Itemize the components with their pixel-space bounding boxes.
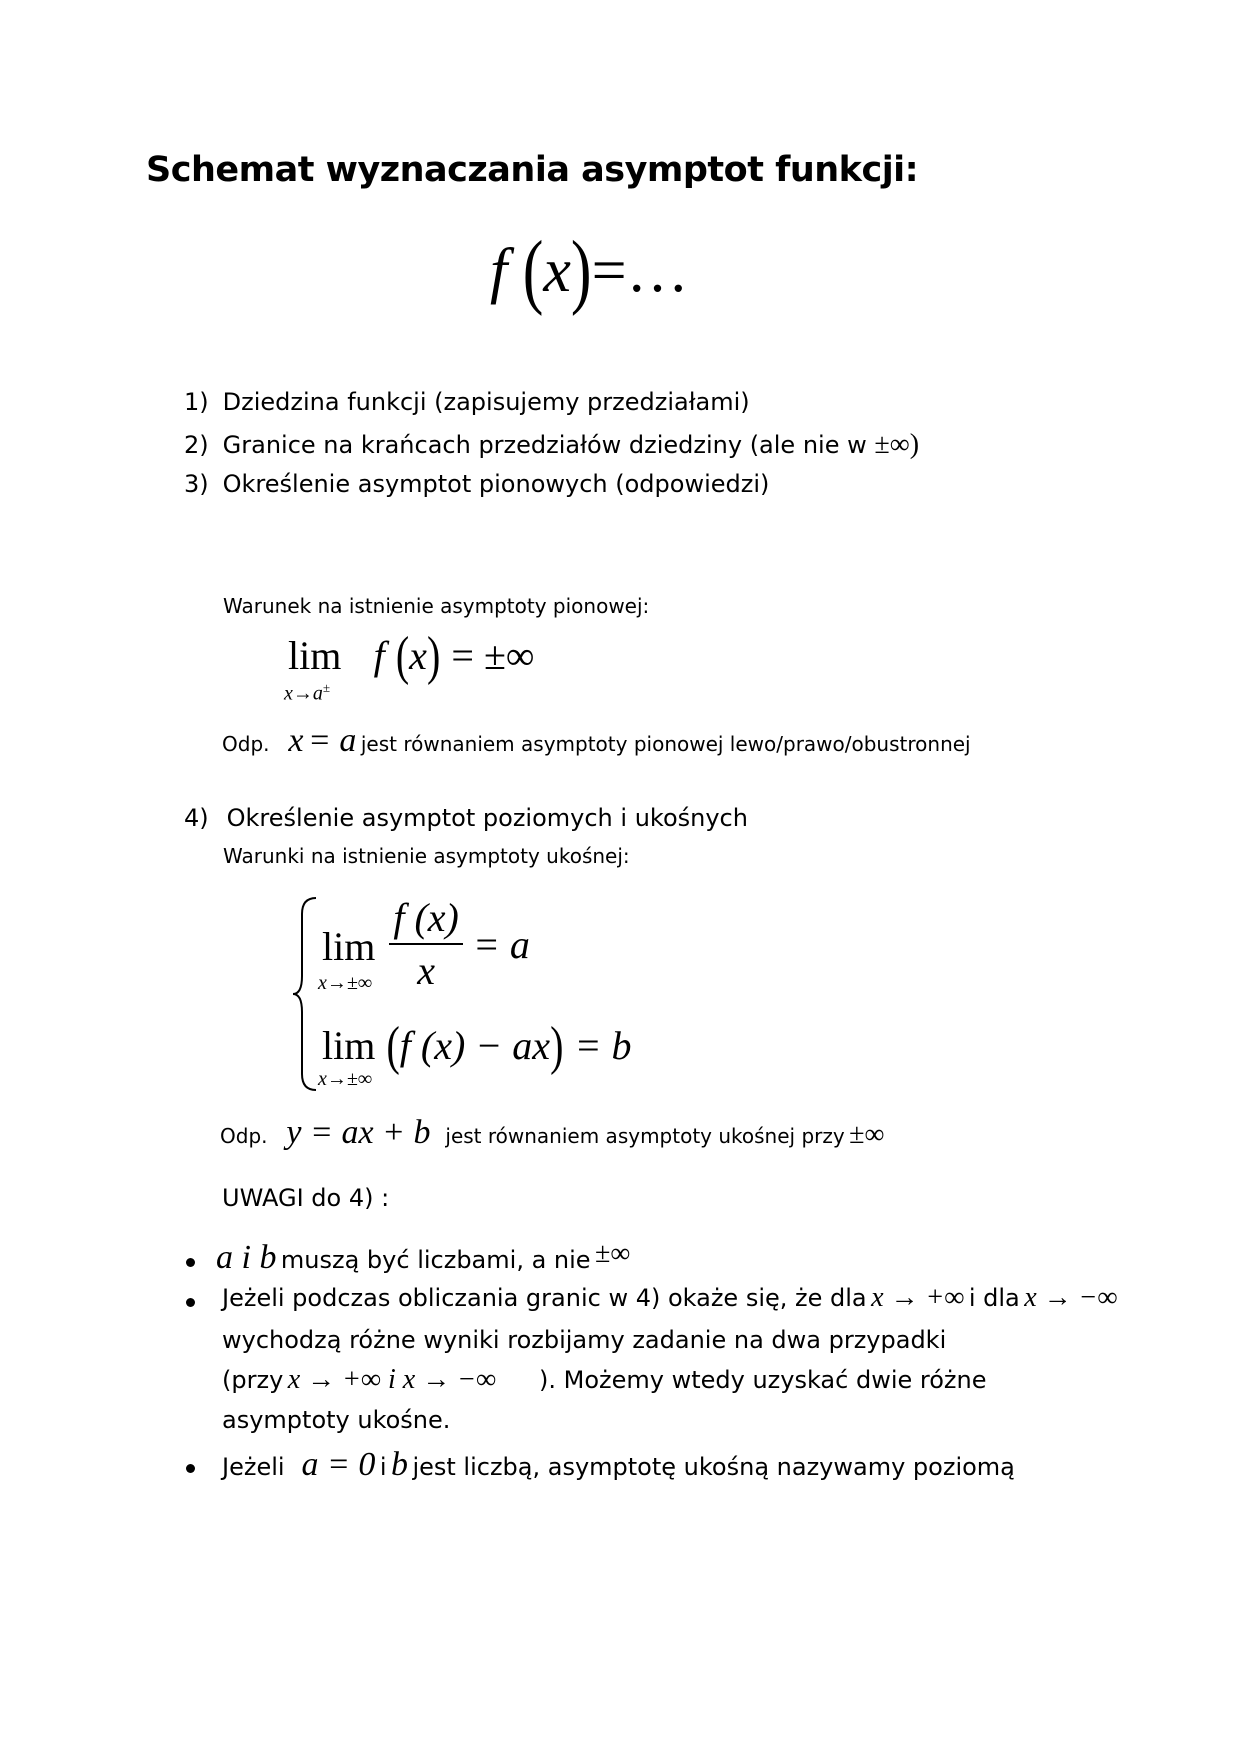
vertical-limit-subscript: x→a±	[284, 680, 331, 705]
vertical-limit-formula: lim f (x) = ±∞	[288, 625, 535, 686]
main-formula: f (x)=…	[490, 224, 689, 317]
vertical-answer: Odp. x = a jest równaniem asymptoty pionowej lewo/prawo/obustronnej	[222, 722, 971, 759]
vertical-condition-label: Warunek na istnienie asymptoty pionowej:	[223, 594, 650, 618]
oblique-answer: Odp. y = ax + b jest równaniem asymptoty ukośnej przy ±∞	[220, 1114, 885, 1151]
page-title: Schemat wyznaczania asymptot funkcji:	[146, 150, 919, 190]
notes-heading: UWAGI do 4) :	[222, 1184, 390, 1212]
bullet-dot	[186, 1464, 195, 1473]
note-3: Jeżeli a = 0 i b jest liczbą, asymptotę ukośną nazywamy poziomą	[222, 1446, 1015, 1483]
bullet-dot	[186, 1298, 195, 1307]
oblique-condition-label: Warunki na istnienie asymptoty ukośnej:	[223, 844, 630, 868]
oblique-eq-a-subscript: x→±∞	[318, 972, 373, 994]
note-2-line-4: asymptoty ukośne.	[222, 1406, 451, 1434]
step-3: 3) Określenie asymptot pionowych (odpowiedzi)	[184, 470, 770, 498]
note-1: a i b muszą być liczbami, a nie ±∞	[216, 1238, 631, 1276]
note-2-line-2: wychodzą różne wyniki rozbijamy zadanie na dwa przypadki	[222, 1326, 947, 1354]
note-2-line-3: (przy x → +∞ i x → −∞ ). Możemy wtedy uzyskać dwie różne	[222, 1364, 987, 1395]
oblique-eq-b-subscript: x→±∞	[318, 1068, 373, 1090]
oblique-eq-a: lim $\frac{f (x)}{x}$ = a	[322, 895, 530, 993]
oblique-eq-b: lim (f (x) − ax) = b	[322, 1015, 632, 1076]
step-1: 1) Dziedzina funkcji (zapisujemy przedziałami)	[184, 388, 750, 416]
step-4: 4) Określenie asymptot poziomych i ukośnych	[184, 804, 748, 832]
note-2-line-1: Jeżeli podczas obliczania granic w 4) okaże się, że dla x → +∞ i dla x → −∞	[222, 1282, 1118, 1313]
system-brace-icon	[290, 896, 320, 1092]
bullet-dot	[186, 1258, 195, 1267]
step-2: 2) Granice na krańcach przedziałów dziedziny (ale nie w ±∞)	[184, 429, 920, 460]
